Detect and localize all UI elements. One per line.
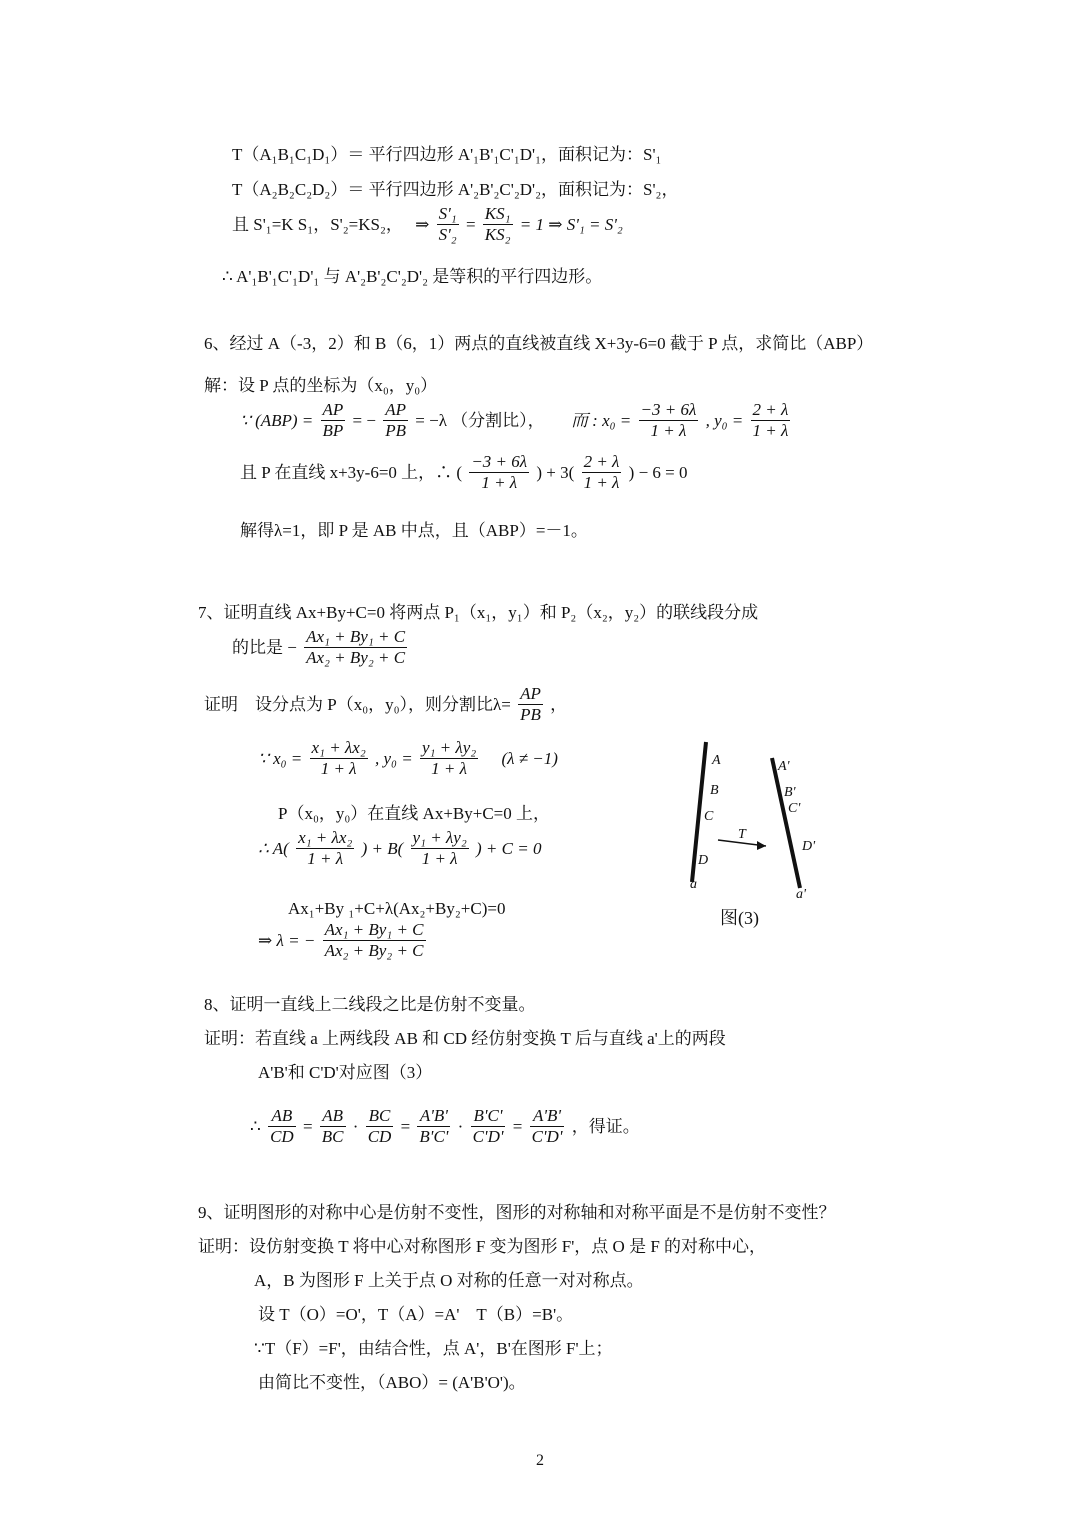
frac-ks1-ks2 [483,204,513,244]
frac-num: AP [520,684,541,703]
fig-label-right: C' [788,801,801,816]
frac-num: S'₁ [438,204,457,223]
frac [420,738,478,778]
arrow-head-icon [757,841,766,850]
q6-title: 6、经过 A（-3，2）和 B（6，1）两点的直线被直线 X+3y-6=0 截于 P 点，求简比（ABP） [204,334,874,353]
frac [751,400,791,440]
frac-den: PB [385,420,407,440]
q6-sol3-lead: 且 P 在直线 x+3y-6=0 上，∴ ( [240,462,463,482]
q7-p3: P（x₀，y₀）在直线 Ax+By+C=0 上， [278,804,551,823]
frac-num: −3 + 6λ [640,400,697,419]
equals-symbol: = [465,214,476,234]
q7-proof1-tail: ， [550,694,568,714]
frac-den: 1 + λ [307,848,344,868]
frac-num: AP [322,400,344,419]
q6-sol2-lead: ∵ (ABP) = [240,410,314,430]
fig-label-left: B [710,783,719,798]
frac-num: 2 + λ [752,400,789,419]
line-a-prime [772,758,800,888]
frac-den: CD [270,1126,294,1146]
frac [321,400,346,440]
frac-num: B'C' [471,1106,506,1127]
q7-ratio [232,627,410,667]
line-t1: T（A₁B₁C₁D₁）＝ 平行四边形 A'₁B'₁C'₁D'₁，面积记为：S'₁ [232,145,662,164]
q9-p3: 设 T（O）=O'，T（A）=A' T（B）=B'。 [258,1305,574,1324]
q7-p6-lead: ⇒ λ = − [258,930,316,950]
q9-title: 9、证明图形的对称中心是仿射不变性，图形的对称轴和对称平面是不是仿射不变性？ [198,1203,836,1222]
fig-label-right: B' [784,785,796,800]
q7-p5: Ax₁+By ₁+C+λ(Ax₂+By₂+C)=0 [288,899,506,918]
frac-num: 2 + λ [583,452,620,471]
q8-title: 8、证明一直线上二线段之比是仿射不变量。 [204,995,536,1014]
frac-den: 1 + λ [320,758,357,778]
frac-s1-s2 [437,204,459,244]
frac-den: 1 + λ [650,420,687,440]
frac [411,828,469,868]
q7-p2-lead: ∵ x₀ = [258,748,303,768]
frac-den: 1 + λ [481,472,518,492]
frac-num: A'B' [530,1106,565,1127]
q6-sol2-er: 而 : x₀ = [570,410,632,430]
frac [366,1106,394,1146]
q7-proof1-text: 证明 设分点为 P（x₀，y₀），则分割比λ= [204,694,511,714]
fig-label-right: D' [802,839,816,854]
q7-p4-tail: ) + C = 0 [476,838,542,858]
equals-symbol: = [512,1116,523,1136]
frac-den: C'D' [472,1126,504,1146]
q7-p4-mid: ) + B( [361,838,404,858]
frac [320,1106,346,1146]
frac-num: AB [268,1106,296,1127]
frac-den: BC [321,1126,344,1146]
frac-den: C'D' [531,1126,563,1146]
q7-p2 [258,738,558,778]
frac [296,828,354,868]
frac [304,627,407,667]
q8-eq-tail: ，得证。 [571,1116,640,1136]
line-t4: ∴ A'₁B'₁C'₁D'₁ 与 A'₂B'₂C'₂D'₂ 是等积的平行四边形。 [222,267,603,286]
q7-title: 7、证明直线 Ax+By+C=0 将两点 P₁（x₁，y₁）和 P₂（x₂，y₂）的联线段分成 [198,603,759,622]
dot-symbol: · [457,1116,464,1136]
frac-den: KS₂ [484,224,511,244]
q9-p2: A，B 为图形 F 上关于点 O 对称的任意一对对称点。 [254,1271,644,1290]
page-number: 2 [536,1452,544,1469]
fig-label-left: a [690,877,697,892]
frac-num: A'B' [417,1106,450,1127]
fig-label-left: A [712,753,721,768]
q8-eq [250,1106,640,1146]
line-t2: T（A₂B₂C₂D₂）＝ 平行四边形 A'₂B'₂C'₂D'₂，面积记为：S'₂， [232,180,679,199]
q6-sol1: 解：设 P 点的坐标为（x₀，y₀） [204,376,438,395]
fig-caption: 图(3) [720,908,759,928]
fig-label-left: C [704,809,714,824]
q6-sol2-y: , y₀ = [705,410,744,430]
frac-num: y₁ + λy₂ [412,828,467,847]
frac-num: KS₁ [484,204,511,223]
frac [417,1106,450,1146]
frac [268,1106,296,1146]
frac [471,1106,506,1146]
fig-label-left: D [698,853,709,868]
q6-sol2-tail: = −λ （分割比）， [415,410,545,430]
q6-sol4: 解得λ=1，即 P 是 AB 中点，且（ABP）=－1。 [240,521,588,540]
q6-sol3-tail: ) − 6 = 0 [628,462,688,482]
equals-symbol: = [302,1116,313,1136]
q8-p1: 证明：若直线 a 上两线段 AB 和 CD 经仿射变换 T 后与直线 a'上的两段 [204,1029,726,1048]
frac-num: Ax₁ + By₁ + C [306,627,406,646]
frac-num: x₁ + λx₂ [298,828,353,847]
q7-p6 [258,920,429,960]
equals-symbol: = [400,1116,411,1136]
frac [518,684,543,724]
q7-ratio-lead: 的比是 − [232,637,297,657]
frac [639,400,699,440]
frac-den: S'₂ [438,224,457,244]
frac-num: x₁ + λx₂ [311,738,366,757]
frac-den: CD [367,1126,392,1146]
q6-sol3 [240,452,688,492]
frac-num: −3 + 6λ [471,452,528,471]
frac-num: BC [366,1106,394,1127]
frac-den: Ax₂ + By₂ + C [324,940,424,960]
q9-p5: 由简比不变性，（ABO）= (A'B'O')。 [258,1373,526,1392]
frac-den: 1 + λ [583,472,620,492]
frac-num: Ax₁ + By₁ + C [324,920,424,939]
frac [582,452,622,492]
frac [310,738,368,778]
q8-eq-lead: ∴ [250,1116,261,1136]
q7-proof1 [204,684,567,724]
q6-sol2-mid: = − [352,410,376,430]
fig-arrow-label: T [738,827,746,842]
dot-symbol: · [352,1116,359,1136]
line-t3-tail: = 1 ⇒ S'₁ = S'₂ [519,214,623,234]
frac [469,452,529,492]
q6-sol3-mid: ) + 3( [536,462,575,482]
q9-p1: 证明：设仿射变换 T 将中心对称图形 F 变为图形 F'，点 O 是 F 的对称中心， [198,1237,767,1256]
frac-den: Ax₂ + By₂ + C [306,647,406,667]
frac-den: 1 + λ [431,758,467,778]
q7-p2-mid: , y₀ = [375,748,413,768]
line-t3-text: 且 S'₁=K S₁，S'₂=KS₂， [232,214,403,234]
q8-p2: A'B'和 C'D'对应图（3） [258,1063,433,1082]
frac-den: PB [520,704,541,724]
q9-p4: ∵T（F）=F'，由结合性，点 A'，B'在图形 F'上； [254,1339,613,1358]
q7-p4 [258,828,541,868]
figure-3-diagram [650,728,840,938]
fig-label-right: A' [778,759,790,774]
fig-label-right: a' [796,887,806,902]
frac [323,920,426,960]
q7-p4-lead: ∴ A( [258,838,289,858]
frac-den: 1 + λ [421,848,458,868]
line-t3 [232,204,623,244]
frac-den: 1 + λ [752,420,789,440]
frac [530,1106,565,1146]
q7-p2-tail: (λ ≠ −1) [501,748,558,768]
q6-sol2 [240,400,793,440]
implies-symbol: ⇒ [415,214,430,234]
frac-den: BP [322,420,344,440]
frac-num: y₁ + λy₂ [421,738,477,757]
frac-num: AP [385,400,407,419]
frac-num: AB [320,1106,346,1127]
frac [383,400,408,440]
frac-den: B'C' [419,1126,449,1146]
